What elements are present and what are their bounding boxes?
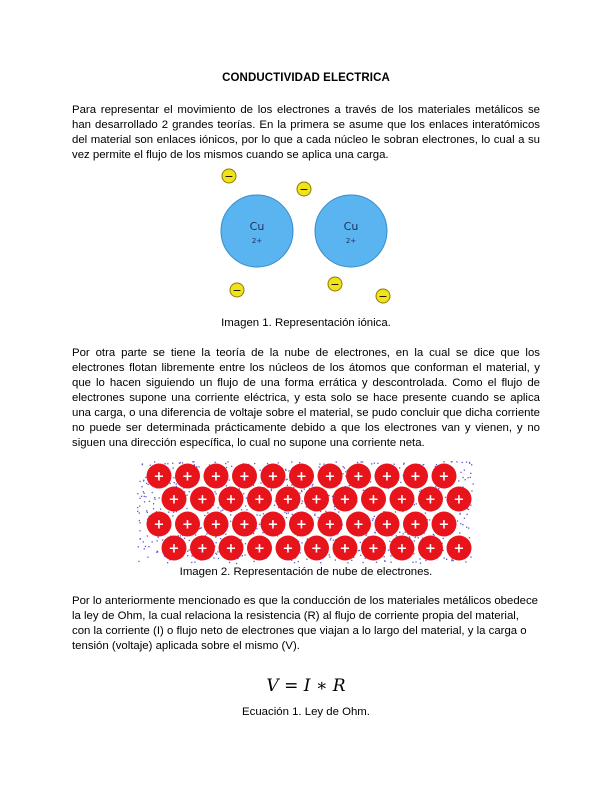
svg-text:+: + — [324, 517, 336, 533]
cu-ion — [221, 195, 293, 267]
nucleus — [261, 512, 286, 537]
svg-text:+: + — [368, 492, 379, 508]
svg-text:Cu: Cu — [249, 220, 265, 233]
nucleus — [162, 536, 187, 561]
svg-text:+: + — [311, 541, 322, 557]
nucleus — [390, 487, 415, 512]
nucleus — [361, 487, 386, 512]
svg-text:+: + — [296, 517, 307, 533]
nucleus — [304, 487, 329, 512]
paragraph-ohm-law: Por lo anteriormente mencionado es que la conducción de los materiales metálicos obedece la ley de Ohm, la cual relaciona la resistencia (R) al flujo de corriente propia del material, con la corriente (I) o flujo neto de electrones que viajan a lo largo del material, y la carga o tensión (voltaje) aplicada sobre el mismo (V). — [72, 595, 539, 652]
svg-text:+: + — [210, 517, 222, 533]
svg-text:+: + — [438, 517, 450, 533]
svg-text:+: + — [239, 517, 250, 533]
svg-text:+: + — [425, 541, 436, 557]
nucleus — [318, 512, 343, 537]
nucleus — [261, 464, 286, 489]
nucleus — [232, 512, 257, 537]
svg-text:+: + — [453, 541, 465, 557]
svg-text:+: + — [353, 469, 364, 485]
svg-text:+: + — [225, 492, 237, 508]
electron — [230, 283, 244, 297]
electron-cloud-figure — [137, 461, 475, 565]
nucleus — [190, 487, 215, 512]
svg-text:2+: 2+ — [251, 237, 263, 245]
nucleus — [219, 536, 244, 561]
svg-text:−: − — [299, 183, 309, 196]
nucleus — [190, 536, 215, 561]
nucleus — [403, 464, 428, 489]
ohm-law-equation: V = I ∗ R — [266, 676, 346, 696]
svg-text:+: + — [381, 517, 393, 533]
svg-text:+: + — [425, 492, 436, 508]
nucleus — [276, 536, 301, 561]
svg-text:+: + — [324, 469, 336, 485]
nucleus — [418, 536, 443, 561]
svg-text:+: + — [239, 469, 250, 485]
nucleus — [432, 512, 457, 537]
nucleus — [361, 536, 386, 561]
svg-text:+: + — [182, 517, 193, 533]
electron — [297, 182, 311, 196]
nucleus — [447, 536, 472, 561]
nucleus — [175, 512, 200, 537]
nucleus — [318, 464, 343, 489]
svg-text:+: + — [153, 517, 165, 533]
cu-ion — [315, 195, 387, 267]
figure1-caption: Imagen 1. Representación iónica. — [221, 317, 391, 329]
nucleus — [418, 487, 443, 512]
svg-text:+: + — [296, 469, 307, 485]
svg-text:+: + — [153, 469, 165, 485]
nucleus — [375, 512, 400, 537]
nucleus — [289, 512, 314, 537]
svg-text:+: + — [168, 541, 180, 557]
nucleus — [204, 464, 229, 489]
nucleus — [333, 536, 358, 561]
electron — [328, 277, 342, 291]
svg-text:+: + — [396, 541, 408, 557]
figure2-caption: Imagen 2. Representación de nube de electrones. — [179, 566, 433, 578]
nucleus — [247, 536, 272, 561]
nucleus — [432, 464, 457, 489]
svg-text:+: + — [254, 492, 265, 508]
paragraph-intro: Para representar el movimiento de los electrones a través de los materiales metálicos se han desarrollado 2 grandes teorías. En la primera se asume que los enlaces interatómicos del material son enlaces iónicos, por lo que a cada núcleo le sobran electrones, lo cual a su vez permite el flujo de los mismos cuando se aplica una carga. — [72, 104, 540, 161]
nucleus — [304, 536, 329, 561]
nucleus — [447, 487, 472, 512]
ionic-representation-figure — [210, 163, 410, 308]
svg-text:+: + — [339, 492, 351, 508]
equation-caption: Ecuación 1. Ley de Ohm. — [242, 706, 370, 718]
svg-text:+: + — [182, 469, 193, 485]
nucleus — [175, 464, 200, 489]
nucleus — [346, 464, 371, 489]
nucleus — [247, 487, 272, 512]
svg-text:+: + — [254, 541, 265, 557]
svg-text:2+: 2+ — [345, 237, 357, 245]
svg-text:+: + — [410, 469, 421, 485]
nucleus — [204, 512, 229, 537]
nucleus — [333, 487, 358, 512]
nuclei-lattice — [147, 464, 472, 561]
svg-text:+: + — [210, 469, 222, 485]
svg-text:+: + — [267, 469, 279, 485]
nucleus — [390, 536, 415, 561]
svg-text:+: + — [353, 517, 364, 533]
document-title: CONDUCTIVIDAD ELECTRICA — [222, 72, 390, 84]
svg-text:+: + — [197, 541, 208, 557]
nucleus — [375, 464, 400, 489]
svg-text:+: + — [381, 469, 393, 485]
svg-text:−: − — [232, 284, 242, 297]
paragraph-electron-cloud: Por otra parte se tiene la teoría de la nube de electrones, en la cual se dice que los electrones flotan libremente entre los núcleos de los átomos que conforman el material, y que lo hacen siguiendo un flujo de una forma errática y descontrolada. Como el flujo de electrones supone una corriente eléctrica, y esta solo se hace presente cuando se aplica una carga, o una diferencia de voltaje sobre el material, se pudo concluir que dicha corriente no puede ser determinada prácticamente debido a que los electrones van y vienen, y no siguen una dirección específica, lo cual no supone una corriente neta. — [72, 347, 540, 449]
svg-text:+: + — [282, 541, 294, 557]
svg-text:+: + — [396, 492, 408, 508]
svg-text:+: + — [339, 541, 351, 557]
svg-text:+: + — [311, 492, 322, 508]
svg-text:+: + — [410, 517, 421, 533]
svg-text:−: − — [224, 170, 234, 183]
electron — [222, 169, 236, 183]
nucleus — [147, 512, 172, 537]
nucleus — [147, 464, 172, 489]
svg-text:+: + — [168, 492, 180, 508]
nucleus — [403, 512, 428, 537]
nucleus — [219, 487, 244, 512]
svg-text:+: + — [368, 541, 379, 557]
svg-text:+: + — [225, 541, 237, 557]
nucleus — [162, 487, 187, 512]
nucleus — [346, 512, 371, 537]
svg-text:+: + — [267, 517, 279, 533]
nucleus — [232, 464, 257, 489]
svg-text:+: + — [438, 469, 450, 485]
nucleus — [289, 464, 314, 489]
svg-text:+: + — [282, 492, 294, 508]
svg-text:−: − — [330, 278, 340, 291]
nucleus — [276, 487, 301, 512]
svg-text:Cu: Cu — [343, 220, 359, 233]
svg-text:+: + — [197, 492, 208, 508]
svg-text:−: − — [378, 290, 388, 303]
svg-text:+: + — [453, 492, 465, 508]
electron — [376, 289, 390, 303]
